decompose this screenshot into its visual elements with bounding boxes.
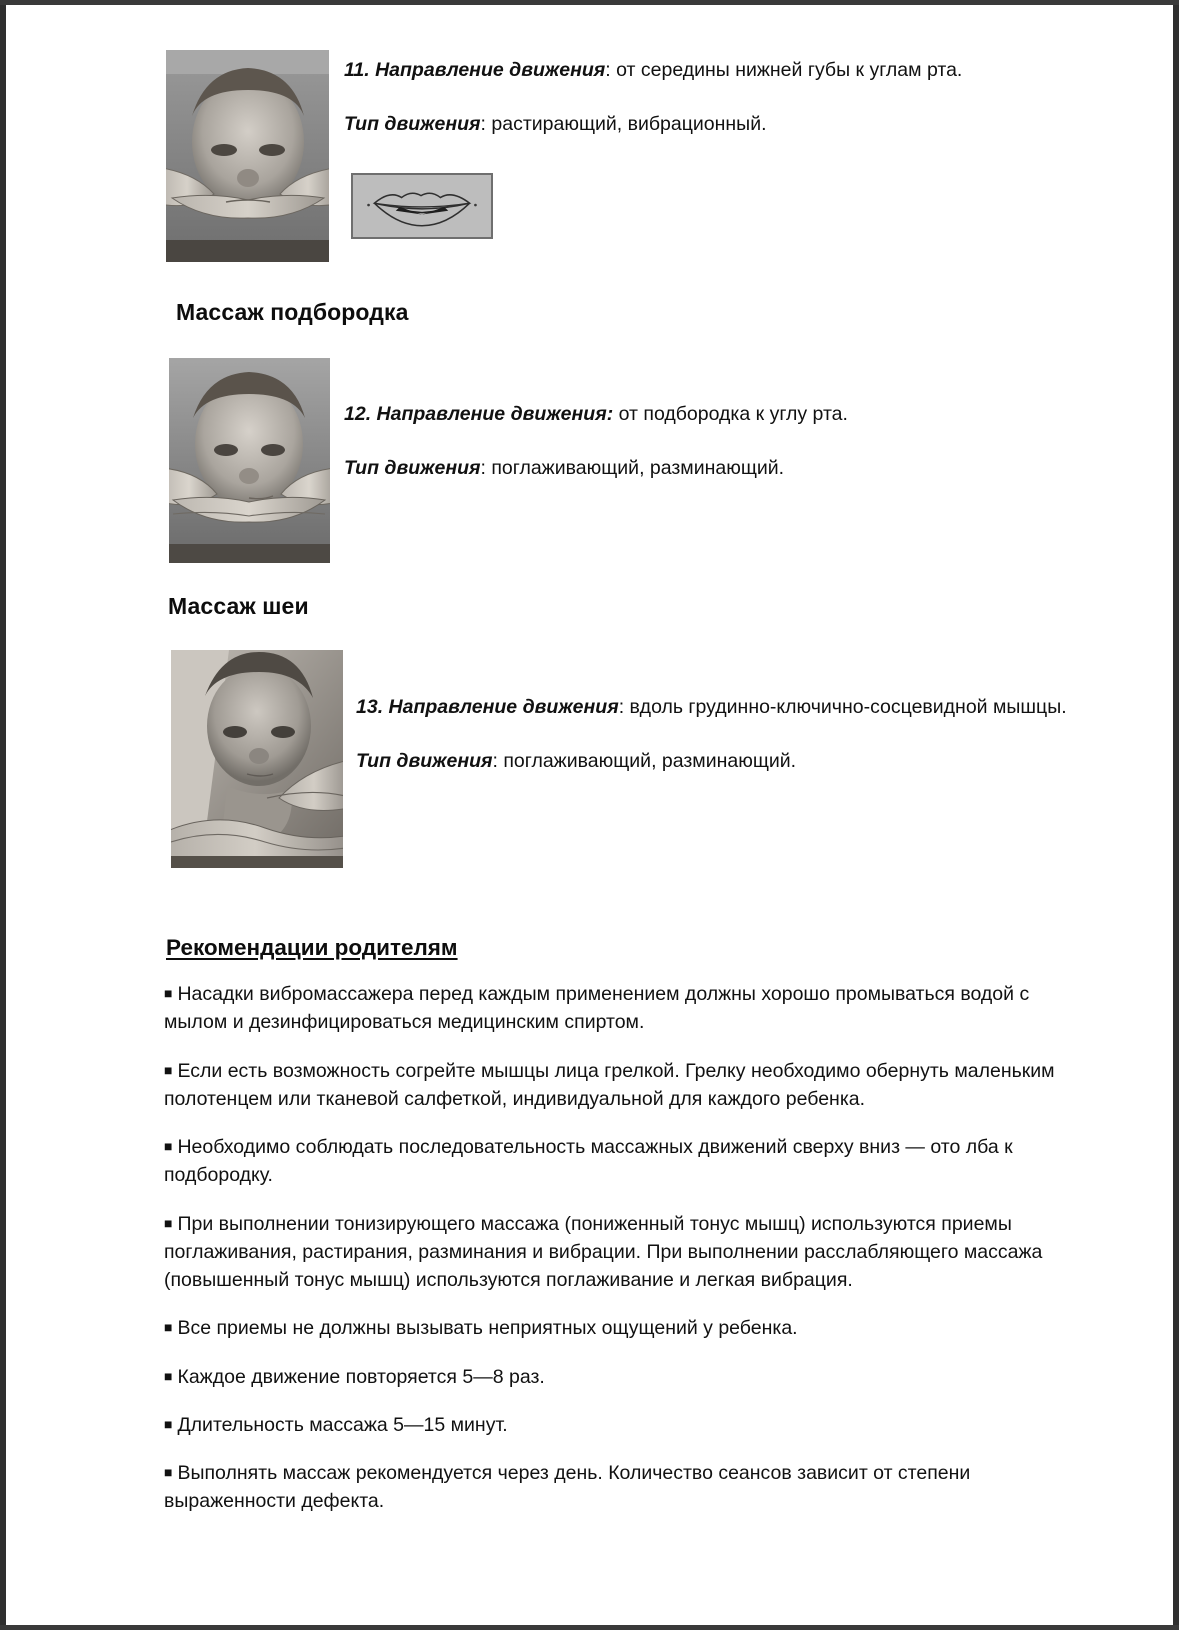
recommendation-item [164, 1411, 1080, 1439]
step-13-direction-value: вдоль грудинно-ключично-сосцевидной мышцы. [629, 696, 1067, 718]
recommendation-text: Насадки вибромассажера перед каждым применением должны хорошо промываться водой с мылом и дезинфицироваться медицинским спиртом. [164, 983, 1030, 1034]
step-12-direction-value: от подбородка к углу рта. [618, 403, 848, 425]
step-11-direction [344, 57, 1080, 85]
step-13-direction [356, 694, 1080, 722]
step-12-type [344, 455, 1080, 483]
bullet-square-icon: ■ [164, 1214, 173, 1231]
recommendation-text: Каждое движение повторяется 5—8 раз. [177, 1365, 545, 1388]
step-11-type-value: растирающий, вибрационный. [491, 112, 767, 135]
step-13-direction-sep: : [618, 696, 630, 718]
recommendation-text: Необходимо соблюдать последовательность массажных движений сверху вниз — ото лба к подбородку. [164, 1136, 1013, 1187]
recommendation-text: Длительность массажа 5—15 минут. [177, 1413, 508, 1436]
lip-diagram-figure [351, 173, 493, 239]
photo-neck-massage-image [171, 650, 343, 868]
lip-diagram-icon [353, 175, 491, 237]
recommendation-item [164, 1314, 1080, 1342]
recommendation-item [164, 980, 1080, 1037]
recommendation-item [164, 1363, 1080, 1391]
photo-chin-massage-image [169, 358, 330, 563]
bullet-square-icon: ■ [164, 1138, 173, 1155]
photo-chin-massage [169, 358, 330, 563]
bullet-square-icon: ■ [164, 985, 173, 1001]
bullet-square-icon: ■ [164, 1367, 173, 1384]
bullet-square-icon: ■ [164, 1464, 173, 1481]
recommendation-item [164, 1133, 1080, 1190]
step-12-number: 12. [344, 403, 372, 425]
recommendation-text: При выполнении тонизирующего массажа (пониженный тонус мышц) используются приемы поглаживания, растирания, разминания и вибрации. При выполнении расслабляющего массажа (повышенный тонус мышц) используются поглаживание и легкая вибрация. [164, 1212, 1043, 1292]
step-11-direction-value: от середины нижней губы к углам рта. [616, 59, 963, 81]
recommendations-list [164, 980, 1080, 1536]
recommendation-item [164, 1210, 1080, 1295]
step-13-type [356, 748, 1080, 776]
step-12-type-label: Тип движения [344, 456, 481, 479]
section-title-neck: Массаж шеи [168, 593, 309, 619]
step-12-direction [344, 401, 1080, 429]
step-12-text [344, 401, 1080, 482]
step-13-direction-label: Направление движения [388, 696, 619, 718]
step-13-text [356, 694, 1080, 775]
photo-lip-massage-image [166, 50, 329, 262]
bullet-square-icon: ■ [164, 1319, 173, 1336]
step-11-text [344, 57, 1080, 138]
step-13-type-label: Тип движения [356, 749, 493, 772]
recommendation-text: Все приемы не должны вызывать неприятных ощущений у ребенка. [177, 1317, 798, 1340]
step-11-type-label: Тип движения [344, 112, 481, 135]
step-12-type-value: поглаживающий, разминающий. [491, 456, 785, 479]
photo-lip-massage [166, 50, 329, 262]
step-11-number: 11. [344, 59, 370, 81]
bullet-square-icon: ■ [164, 1061, 173, 1078]
step-11-type [344, 111, 1080, 139]
step-11-direction-sep: : [605, 59, 617, 81]
step-13-number: 13. [356, 696, 384, 718]
photo-neck-massage [171, 650, 343, 868]
recommendation-text: Если есть возможность согрейте мышцы лица грелкой. Грелку необходимо обернуть маленьким полотенцем или тканевой салфеткой, индивидуальной для каждого ребенка. [164, 1059, 1055, 1110]
step-13-type-sep: : [492, 749, 504, 772]
document-page [6, 5, 1173, 1625]
step-11-type-sep: : [480, 112, 492, 135]
step-11-direction-label: Направление движения [375, 59, 606, 81]
recommendation-item [164, 1459, 1080, 1516]
recommendation-item [164, 1057, 1080, 1114]
viewer-bottom-edge [0, 1625, 1179, 1630]
section-title-chin: Массаж подбородка [176, 299, 409, 325]
recommendations-title: Рекомендации родителям [166, 935, 458, 960]
recommendation-text: Выполнять массаж рекомендуется через день. Количество сеансов зависит от степени выраженности дефекта. [164, 1462, 971, 1513]
bullet-square-icon: ■ [164, 1415, 173, 1432]
step-12-type-sep: : [480, 456, 492, 479]
step-13-type-value: поглаживающий, разминающий. [503, 749, 797, 772]
viewer-right-edge [1173, 5, 1179, 1625]
step-12-direction-label: Направление движения: [376, 403, 614, 425]
